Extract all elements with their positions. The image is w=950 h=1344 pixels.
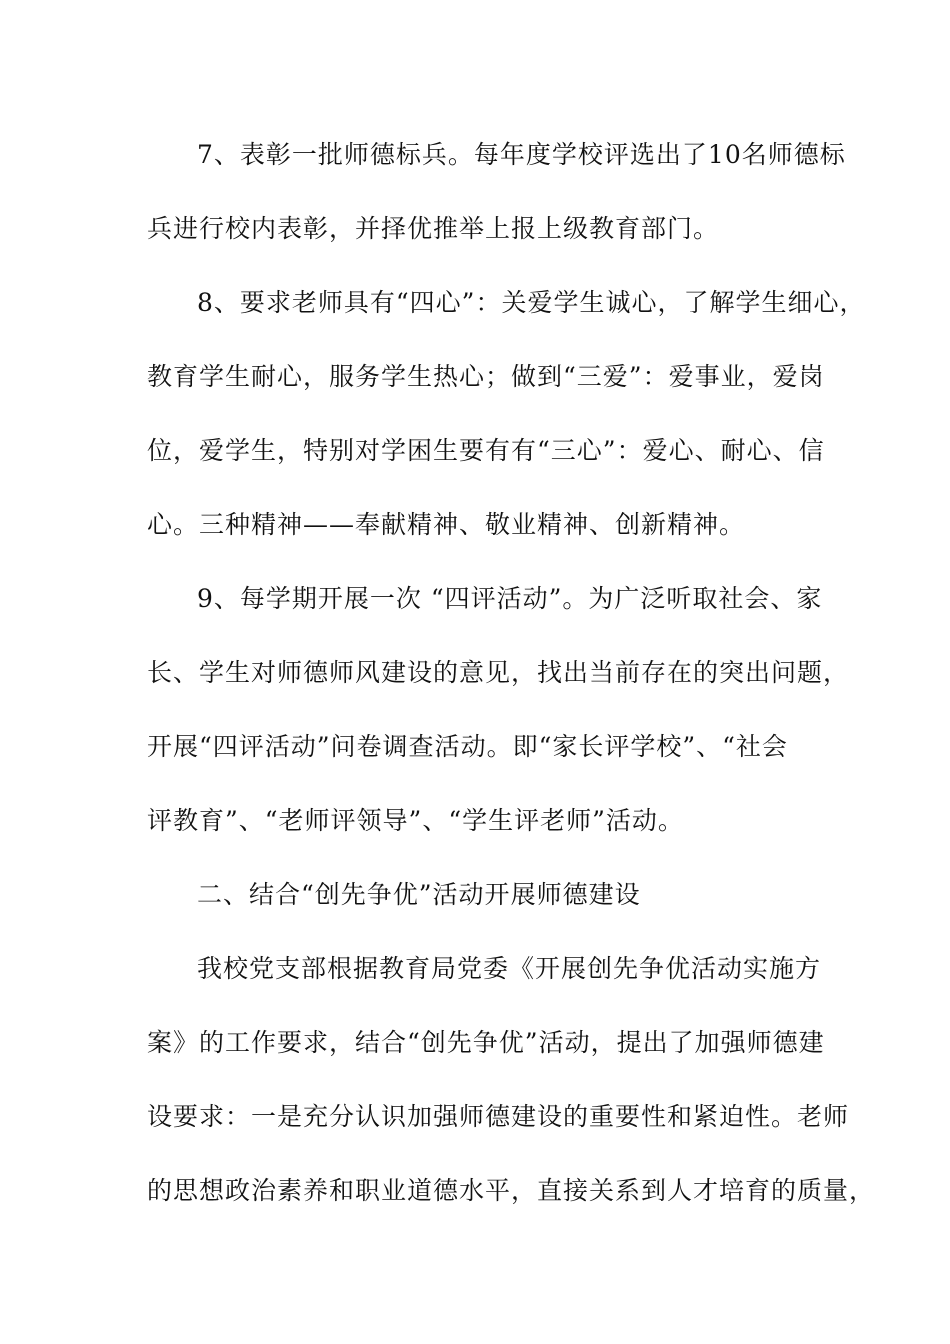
text-line: 我校党支部根据教育局党委《开展创先争优活动实施方 (197, 954, 822, 983)
text-line: 评教育”、“老师评领导”、“学生评老师”活动。 (147, 806, 684, 835)
text-line: 8、要求老师具有“四心”：关爱学生诚心，了解学生细心， (197, 288, 866, 317)
text-line: 的思想政治素养和职业道德水平，直接关系到人才培育的质量， (147, 1176, 876, 1205)
text-line: 心。三种精神——奉献精神、敬业精神、创新精神。 (147, 510, 746, 539)
text-line: 9、每学期开展一次 “四评活动”。为广泛听取社会、家 (197, 584, 823, 613)
text-line: 长、学生对师德师风建设的意见，找出当前存在的突出问题， (147, 658, 850, 687)
document-body (147, 118, 876, 1228)
text-line: 位，爱学生，特别对学困生要有有“三心”：爱心、耐心、信 (147, 436, 825, 465)
text-line: 教育学生耐心，服务学生热心；做到“三爱”：爱事业，爱岗 (147, 362, 825, 391)
text-line: 7、表彰一批师德标兵。每年度学校评选出了10名师德标 (197, 140, 846, 169)
text-line: 开展“四评活动”问卷调查活动。即“家长评学校”、“社会 (147, 732, 788, 761)
text-line: 案》的工作要求，结合“创先争优”活动，提出了加强师德建 (147, 1028, 825, 1057)
paragraph-body (147, 932, 876, 1228)
paragraph-item-8 (147, 266, 866, 562)
section-heading (147, 858, 827, 932)
text-line: 设要求：一是充分认识加强师德建设的重要性和紧迫性。老师 (147, 1102, 850, 1131)
paragraph-item-7 (147, 118, 846, 266)
text-line: 二、结合“创先争优”活动开展师德建设 (197, 880, 641, 909)
paragraph-item-9 (147, 562, 850, 858)
text-line: 兵进行校内表彰，并择优推举上报上级教育部门。 (147, 214, 720, 243)
